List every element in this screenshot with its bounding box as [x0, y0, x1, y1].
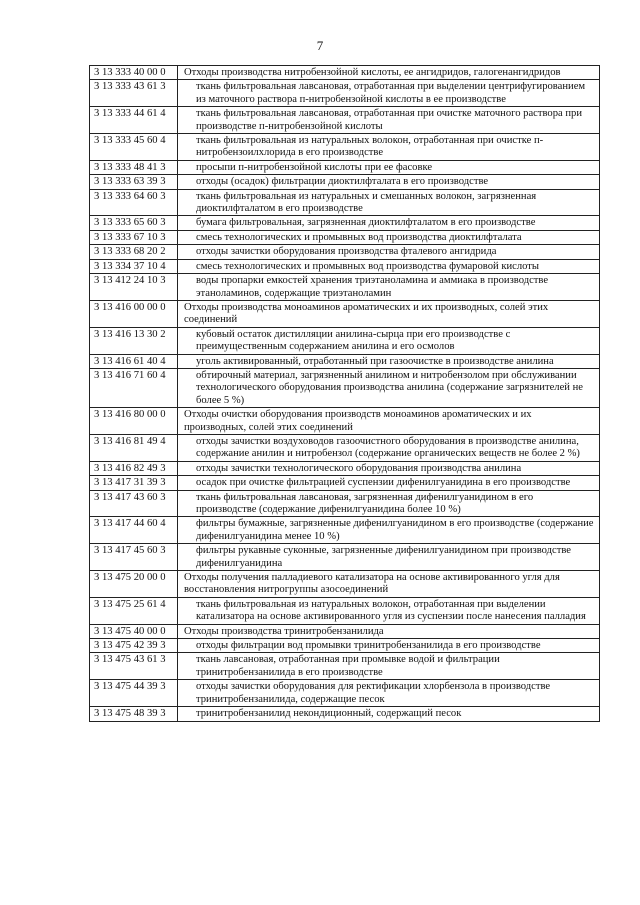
waste-code-cell: 3 13 417 45 60 3 [90, 544, 178, 571]
waste-description-cell: отходы зачистки оборудования производства фталевого ангидрида [178, 245, 600, 259]
table-row [90, 175, 600, 189]
waste-code-cell: 3 13 333 40 00 0 [90, 66, 178, 80]
waste-description-cell: отходы зачистки технологического оборудования производства анилина [178, 461, 600, 475]
waste-code-cell: 3 13 333 64 60 3 [90, 189, 178, 216]
waste-description-cell: ткань фильтровальная лавсановая, отработанная при очистке маточного раствора при производстве п-нитробензойной кислоты [178, 107, 600, 134]
waste-description-cell: осадок при очистке фильтрацией суспензии дифенилгуанидина в его производстве [178, 476, 600, 490]
waste-description-cell: отходы зачистки оборудования для ректификации хлорбензола в производстве тринитробензанилида, содержащие песок [178, 680, 600, 707]
waste-group-title-cell: Отходы производства моноаминов ароматических и их производных, солей этих соединений [178, 300, 600, 327]
waste-code-cell: 3 13 475 48 39 3 [90, 707, 178, 721]
waste-description-cell: отходы зачистки воздуховодов газоочистного оборудования в производстве анилина, содержание анилин и нитробензол (содержание органических веществ не более 2 %) [178, 434, 600, 461]
table-row-group [90, 624, 600, 638]
waste-code-cell: 3 13 475 44 39 3 [90, 680, 178, 707]
waste-description-cell: кубовый остаток дистилляции анилина-сырца при его производстве с преимущественным содержанием анилина и его осмолов [178, 327, 600, 354]
waste-code-cell: 3 13 416 00 00 0 [90, 300, 178, 327]
waste-description-cell: смесь технологических и промывных вод производства фумаровой кислоты [178, 259, 600, 273]
waste-code-cell: 3 13 333 44 61 4 [90, 107, 178, 134]
waste-description-cell: ткань фильтровальная лавсановая, загрязненная дифенилгуанидином в его производстве (содержание дифенилгуанидина более 10 %) [178, 490, 600, 517]
waste-code-cell: 3 13 417 44 60 4 [90, 517, 178, 544]
waste-code-cell: 3 13 417 31 39 3 [90, 476, 178, 490]
waste-code-cell: 3 13 333 63 39 3 [90, 175, 178, 189]
page-number: 7 [316, 38, 324, 53]
waste-description-cell: воды пропарки емкостей хранения триэтаноламина и аммиака в производстве этаноламинов, содержащие триэтаноламин [178, 274, 600, 301]
waste-code-cell: 3 13 416 61 40 4 [90, 354, 178, 368]
waste-description-cell: тринитробензанилид некондиционный, содержащий песок [178, 707, 600, 721]
waste-description-cell: просыпи п-нитробензойной кислоты при ее фасовке [178, 160, 600, 174]
table-row [90, 245, 600, 259]
waste-description-cell: ткань фильтровальная из натуральных волокон, отработанная при очистке п-нитробензоилхлорида в его производстве [178, 134, 600, 161]
waste-description-cell: ткань фильтровальная из натуральных волокон, отработанная при выделении катализатора на основе активированного угля из суспензии после нанесения палладия [178, 597, 600, 624]
waste-description-cell: фильтры рукавные суконные, загрязненные дифенилгуанидином при производстве дифенилгуанидина [178, 544, 600, 571]
table-row [90, 354, 600, 368]
table-row [90, 680, 600, 707]
waste-description-cell: отходы фильтрации вод промывки тринитробензанилида в его производстве [178, 639, 600, 653]
waste-code-cell: 3 13 416 82 49 3 [90, 461, 178, 475]
waste-description-cell: ткань фильтровальная из натуральных и смешанных волокон, загрязненная диоктилфталатом в его производстве [178, 189, 600, 216]
waste-code-cell: 3 13 333 43 61 3 [90, 80, 178, 107]
table-row [90, 707, 600, 721]
waste-description-cell: фильтры бумажные, загрязненные дифенилгуанидином в его производстве (содержание дифенилгуанидина менее 10 %) [178, 517, 600, 544]
table-row [90, 368, 600, 407]
table-row [90, 653, 600, 680]
waste-code-cell: 3 13 412 24 10 3 [90, 274, 178, 301]
waste-code-cell: 3 13 475 43 61 3 [90, 653, 178, 680]
waste-description-cell: уголь активированный, отработанный при газоочистке в производстве анилина [178, 354, 600, 368]
waste-code-cell: 3 13 416 13 30 2 [90, 327, 178, 354]
table-body [90, 66, 600, 722]
waste-group-title-cell: Отходы очистки оборудования производств моноаминов ароматических и их производных, солей этих соединений [178, 408, 600, 435]
waste-code-cell: 3 13 416 81 49 4 [90, 434, 178, 461]
waste-code-cell: 3 13 333 67 10 3 [90, 230, 178, 244]
table-row [90, 490, 600, 517]
waste-code-cell: 3 13 416 80 00 0 [90, 408, 178, 435]
table-row-group [90, 300, 600, 327]
waste-group-title-cell: Отходы производства тринитробензанилида [178, 624, 600, 638]
waste-code-cell: 3 13 416 71 60 4 [90, 368, 178, 407]
table-row [90, 597, 600, 624]
waste-classification-table [89, 65, 600, 722]
table-row [90, 461, 600, 475]
waste-code-cell: 3 13 333 48 41 3 [90, 160, 178, 174]
table-row-group [90, 408, 600, 435]
table-row [90, 134, 600, 161]
table-row [90, 160, 600, 174]
waste-description-cell: смесь технологических и промывных вод производства диоктилфталата [178, 230, 600, 244]
waste-code-cell: 3 13 333 45 60 4 [90, 134, 178, 161]
table-row-group [90, 571, 600, 598]
table-row [90, 259, 600, 273]
waste-code-cell: 3 13 475 20 00 0 [90, 571, 178, 598]
table-row [90, 107, 600, 134]
waste-description-cell: ткань лавсановая, отработанная при промывке водой и фильтрации тринитробензанилида в его производстве [178, 653, 600, 680]
table-row [90, 274, 600, 301]
table-row [90, 80, 600, 107]
waste-code-cell: 3 13 333 68 20 2 [90, 245, 178, 259]
waste-description-cell: отходы (осадок) фильтрации диоктилфталата в его производстве [178, 175, 600, 189]
table-row [90, 544, 600, 571]
table-row [90, 189, 600, 216]
waste-group-title-cell: Отходы производства нитробензойной кислоты, ее ангидридов, галогенангидридов [178, 66, 600, 80]
table-row [90, 517, 600, 544]
waste-code-cell: 3 13 333 65 60 3 [90, 216, 178, 230]
waste-code-cell: 3 13 475 42 39 3 [90, 639, 178, 653]
waste-description-cell: обтирочный материал, загрязненный анилином и нитробензолом при обслуживании технологического оборудования производства анилина (содержание загрязнителей не более 5 %) [178, 368, 600, 407]
waste-code-cell: 3 13 334 37 10 4 [90, 259, 178, 273]
waste-code-cell: 3 13 417 43 60 3 [90, 490, 178, 517]
table-row [90, 327, 600, 354]
waste-code-cell: 3 13 475 25 61 4 [90, 597, 178, 624]
waste-code-cell: 3 13 475 40 00 0 [90, 624, 178, 638]
table-row [90, 476, 600, 490]
waste-group-title-cell: Отходы получения палладиевого катализатора на основе активированного угля для восстановления нитрогруппы азосоединений [178, 571, 600, 598]
table-row [90, 230, 600, 244]
table-row [90, 639, 600, 653]
table-row [90, 216, 600, 230]
table-row [90, 434, 600, 461]
table-row-group [90, 66, 600, 80]
waste-description-cell: ткань фильтровальная лавсановая, отработанная при выделении центрифугированием из маточного раствора п-нитробензойной кислоты в ее производстве [178, 80, 600, 107]
waste-description-cell: бумага фильтровальная, загрязненная диоктилфталатом в его производстве [178, 216, 600, 230]
